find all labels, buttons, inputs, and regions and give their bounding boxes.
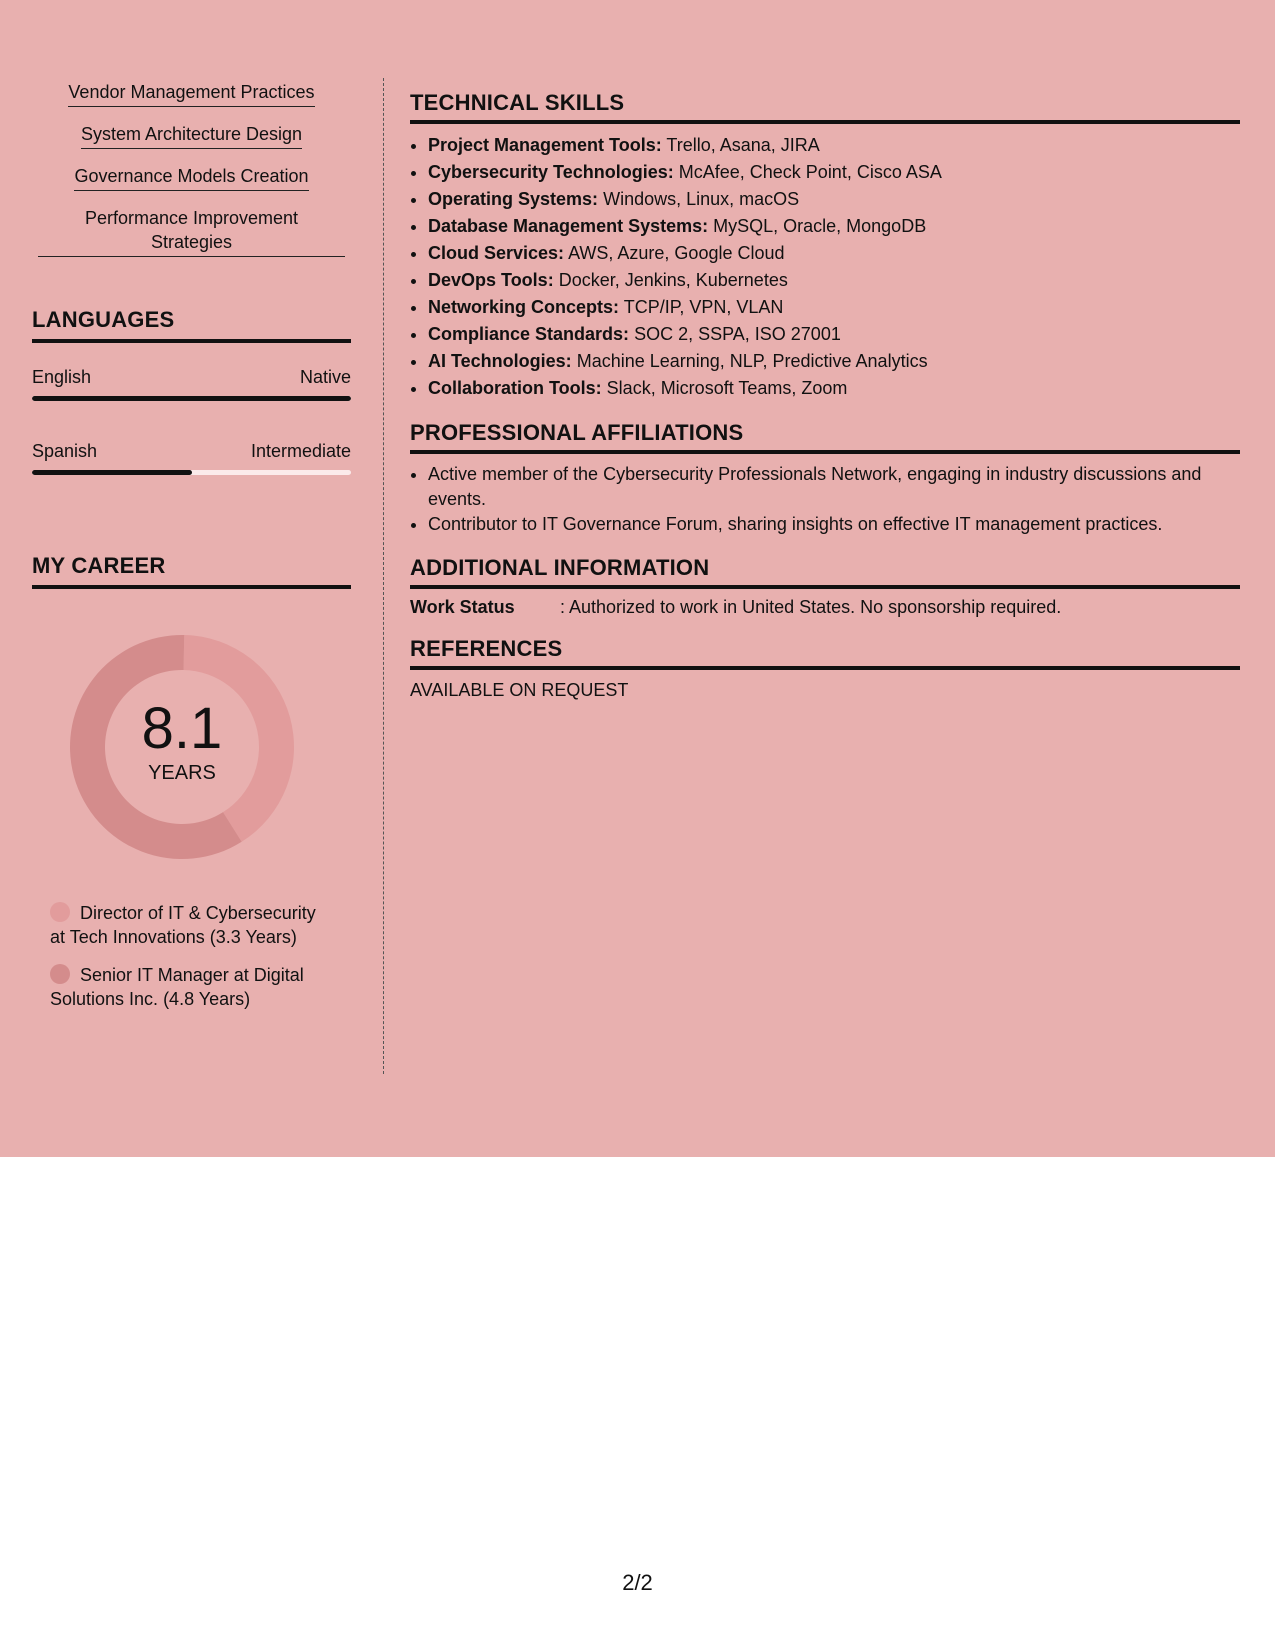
work-status-label: Work Status xyxy=(410,597,515,617)
skill-value: Machine Learning, NLP, Predictive Analytics xyxy=(576,351,928,371)
skill-item xyxy=(428,294,1240,321)
skill-value: TCP/IP, VPN, VLAN xyxy=(623,297,784,317)
skill-value: MySQL, Oracle, MongoDB xyxy=(713,216,927,236)
additional-info-heading: ADDITIONAL INFORMATION xyxy=(410,555,1240,589)
language-bar-fill xyxy=(32,470,192,475)
skill-label: DevOps Tools: xyxy=(428,270,554,290)
career-role-label: Director of IT & Cybersecurity at Tech Innovations (3.3 Years) xyxy=(50,903,316,947)
skill-item xyxy=(428,186,1240,213)
language-level: Native xyxy=(299,367,351,387)
affiliations-section xyxy=(410,420,1240,537)
language-row xyxy=(32,365,351,389)
legend-dot-icon xyxy=(50,964,70,984)
technical-skills-list xyxy=(410,132,1240,402)
page-number: 2/2 xyxy=(622,1570,653,1595)
references-text: AVAILABLE ON REQUEST xyxy=(410,680,629,700)
career-total-years: 8.1 xyxy=(141,695,223,761)
skill-label: Cloud Services: xyxy=(428,243,565,263)
competency-item: Governance Models Creation xyxy=(74,164,308,191)
skill-label: Collaboration Tools: xyxy=(428,378,602,398)
left-column xyxy=(32,80,351,1025)
career-donut-chart xyxy=(62,627,302,867)
affiliation-item: • Active member of the Cybersecurity Professionals Network, engaging in industry discussions and events. xyxy=(428,462,1240,512)
affiliations-heading: PROFESSIONAL AFFILIATIONS xyxy=(410,420,1240,454)
skill-item xyxy=(428,348,1240,375)
skill-label: Cybersecurity Technologies: xyxy=(428,162,674,182)
skill-value: Docker, Jenkins, Kubernetes xyxy=(558,270,788,290)
technical-skills-heading: TECHNICAL SKILLS xyxy=(410,90,1240,124)
language-name: Spanish xyxy=(32,441,98,461)
languages-section xyxy=(32,307,351,475)
affiliation-item: • Contributor to IT Governance Forum, sharing insights on effective IT management practices. xyxy=(428,512,1240,537)
language-bar-fill xyxy=(32,396,351,401)
career-total-unit: YEARS xyxy=(148,761,216,784)
column-divider xyxy=(383,78,384,1074)
skill-value: Slack, Microsoft Teams, Zoom xyxy=(606,378,848,398)
skill-item xyxy=(428,321,1240,348)
career-role-label: Senior IT Manager at Digital Solutions Inc. (4.8 Years) xyxy=(50,965,304,1009)
languages-heading: LANGUAGES xyxy=(32,307,351,343)
skill-label: Database Management Systems: xyxy=(428,216,709,236)
competency-list xyxy=(32,80,351,257)
skill-label: Networking Concepts: xyxy=(428,297,620,317)
career-heading: MY CAREER xyxy=(32,553,351,589)
skill-value: Trello, Asana, JIRA xyxy=(666,135,820,155)
skill-item xyxy=(428,213,1240,240)
references-section xyxy=(410,636,1240,701)
work-status-row xyxy=(410,597,1240,618)
references-heading: REFERENCES xyxy=(410,636,1240,670)
competency-item: Performance Improvement Strategies xyxy=(38,206,345,257)
language-name: English xyxy=(32,367,92,387)
skill-value: Windows, Linux, macOS xyxy=(603,189,800,209)
career-legend-item xyxy=(50,901,330,949)
language-level: Intermediate xyxy=(250,441,351,461)
skill-item xyxy=(428,375,1240,402)
skill-label: Compliance Standards: xyxy=(428,324,630,344)
donut-center xyxy=(62,627,302,867)
right-column xyxy=(410,90,1240,701)
career-legend-item xyxy=(50,963,330,1011)
work-status-value: : Authorized to work in United States. No sponsorship required. xyxy=(560,597,1062,617)
affiliations-list xyxy=(410,462,1240,537)
career-legend xyxy=(50,901,330,1011)
skill-item xyxy=(428,132,1240,159)
skill-item xyxy=(428,159,1240,186)
competency-item: System Architecture Design xyxy=(81,122,302,149)
language-bar xyxy=(32,396,351,401)
skill-value: SOC 2, SSPA, ISO 27001 xyxy=(634,324,841,344)
technical-skills-section xyxy=(410,90,1240,402)
skill-value: AWS, Azure, Google Cloud xyxy=(568,243,785,263)
skill-label: Project Management Tools: xyxy=(428,135,662,155)
legend-dot-icon xyxy=(50,902,70,922)
skill-value: McAfee, Check Point, Cisco ASA xyxy=(678,162,942,182)
additional-info-section xyxy=(410,555,1240,618)
competency-item: Vendor Management Practices xyxy=(68,80,314,107)
skill-item xyxy=(428,267,1240,294)
skill-item xyxy=(428,240,1240,267)
language-bar xyxy=(32,470,351,475)
skill-label: Operating Systems: xyxy=(428,189,599,209)
language-row xyxy=(32,439,351,463)
career-section xyxy=(32,553,351,1011)
skill-label: AI Technologies: xyxy=(428,351,572,371)
